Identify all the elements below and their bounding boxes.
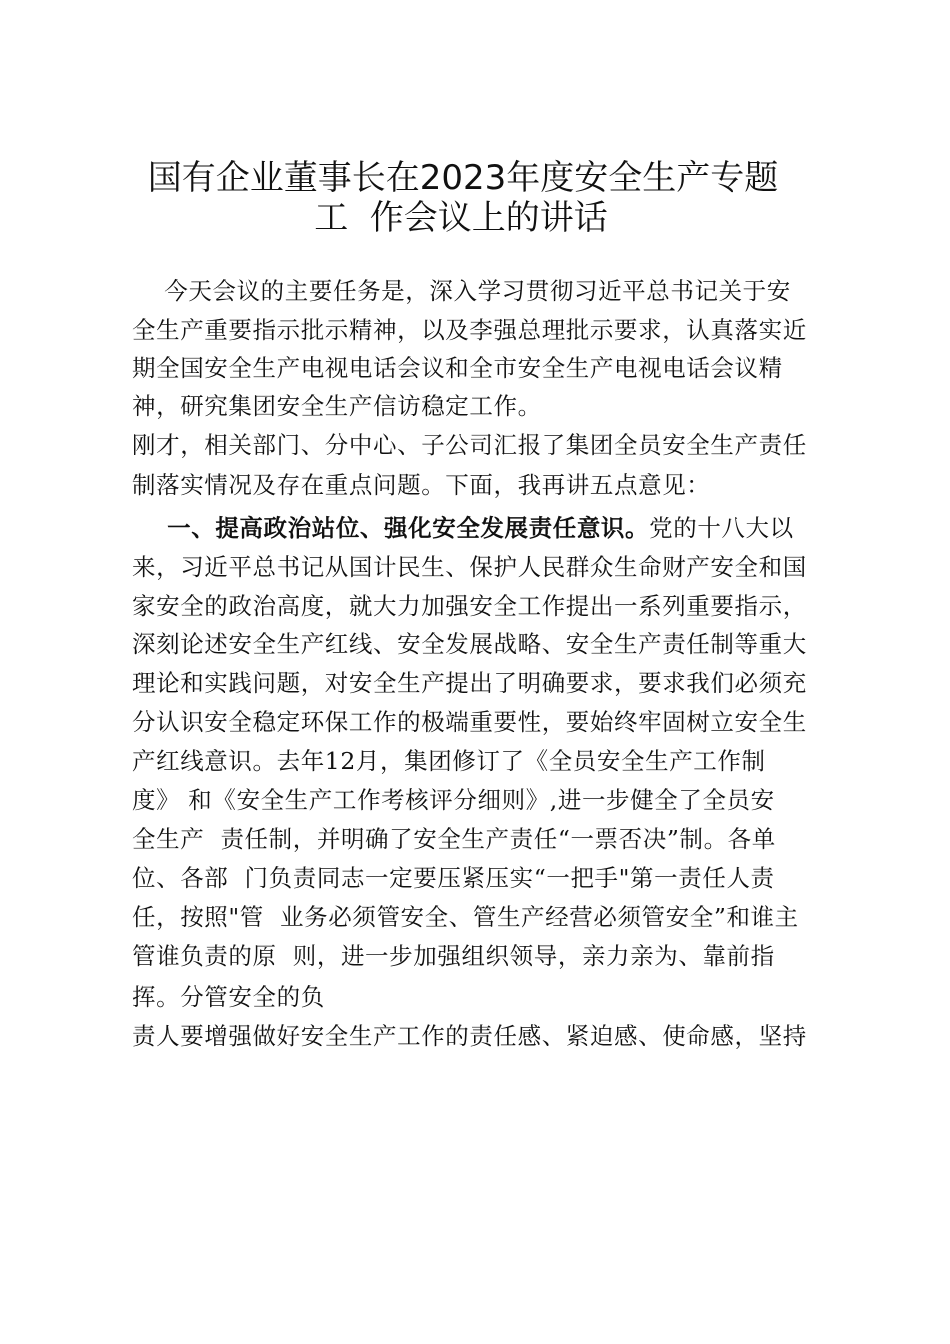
body-line: 位、各部 门负责同志一定要压紧压实“一把手"第一责任人责	[132, 864, 775, 892]
body-line: 家安全的政治高度，就大力加强安全工作提出一系列重要指示，	[132, 592, 807, 620]
body-line: 挥。分管安全的负	[132, 983, 325, 1011]
body-line: 党的十八大以	[649, 514, 794, 542]
body-line: 来，习近平总书记从国计民生、保护人民群众生命财产安全和国	[132, 553, 807, 581]
body-line: 全生产 责任制，并明确了安全生产责任“一票否决”制。各单	[132, 825, 776, 853]
body-line: 任，按照"管 业务必须管安全、管生产经营必须管安全”和谁主	[132, 903, 799, 931]
body-line: 管谁负责的原 则，进一步加强组织领导，亲力亲为、靠前指	[132, 942, 775, 970]
body-line: 制落实情况及存在重点问题。下面，我再讲五点意见：	[132, 471, 711, 499]
body-line: 分认识安全稳定环保工作的极端重要性，要始终牢固树立安全生	[132, 708, 807, 736]
body-line: 今天会议的主要任务是，深入学习贯彻习近平总书记关于安	[132, 277, 791, 305]
section-1-paragraph-start	[132, 513, 794, 543]
body-line: 刚才，相关部门、分中心、子公司汇报了集团全员安全生产责任	[132, 431, 807, 459]
body-line: 度》 和《安全生产工作考核评分细则》,进一步健全了全员安	[132, 786, 775, 814]
body-line: 责人要增强做好安全生产工作的责任感、紧迫感、使命感，坚持	[132, 1022, 807, 1050]
body-line: 理论和实践问题，对安全生产提出了明确要求，要求我们必须充	[132, 669, 807, 697]
body-line: 神，研究集团安全生产信访稳定工作。	[132, 392, 542, 420]
body-line: 深刻论述安全生产红线、安全发展战略、安全生产责任制等重大	[132, 630, 807, 658]
document-title-line-1: 国有企业董事长在2023年度安全生产专题	[147, 158, 779, 198]
document-title-line-2: 工 作会议上的讲话	[314, 198, 608, 238]
body-line: 全生产重要指示批示精神，以及李强总理批示要求，认真落实近	[132, 316, 807, 344]
body-line: 期全国安全生产电视电话会议和全市安全生产电视电话会议精	[132, 354, 783, 382]
body-line: 产红线意识。去年12月，集团修订了《全员安全生产工作制	[132, 747, 766, 775]
section-1-heading: 一、提高政治站位、强化安全发展责任意识。	[132, 514, 650, 542]
